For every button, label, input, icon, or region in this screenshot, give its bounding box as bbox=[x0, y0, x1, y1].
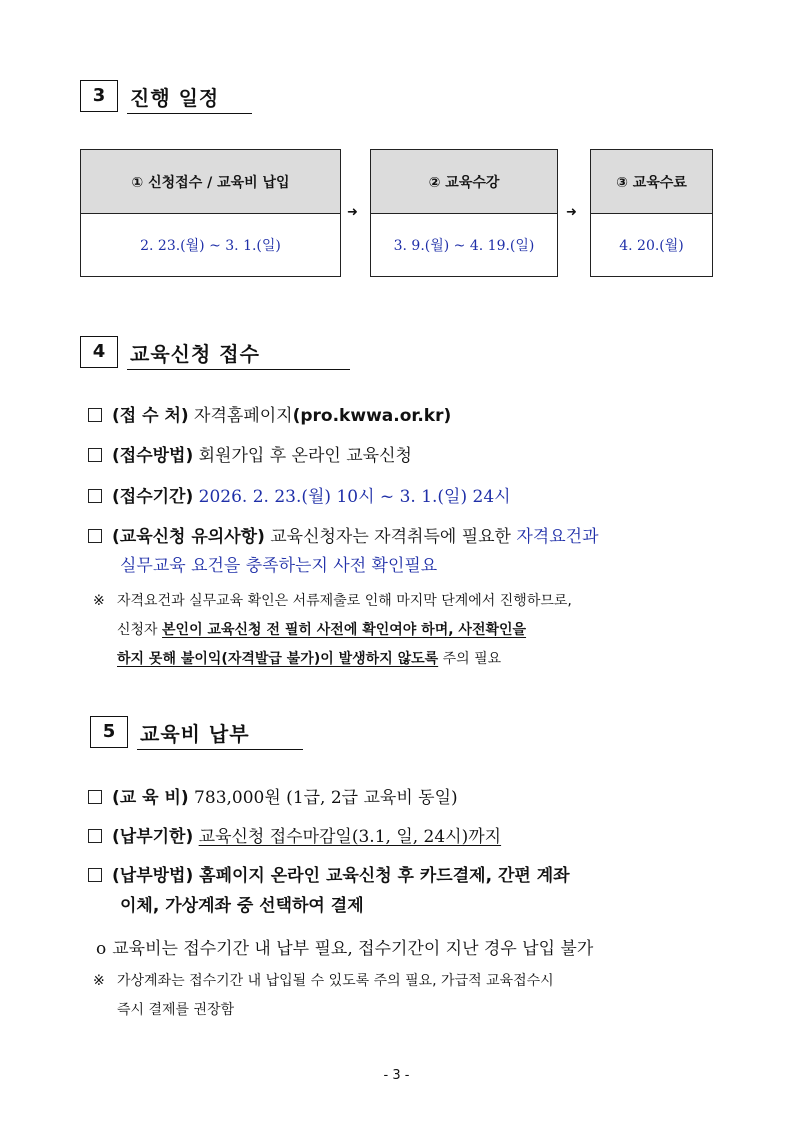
fee-amount: (교 육 비) 783,000원 (1급, 2급 교육비 동일) bbox=[88, 783, 458, 808]
schedule-step-3 bbox=[590, 149, 713, 277]
step-heading: ① 신청접수 / 교육비 납입 bbox=[81, 150, 340, 214]
arrow-icon: ➜ bbox=[347, 205, 358, 220]
section-title: 교육신청 접수 bbox=[130, 342, 260, 366]
step-date: 2. 23.(월) ~ 3. 1.(일) bbox=[140, 238, 281, 254]
schedule-step-1 bbox=[80, 149, 341, 277]
step-date: 4. 20.(월) bbox=[619, 238, 684, 254]
apply-note: ※ 자격요건과 실무교육 확인은 서류제출로 인해 마지막 단계에서 진행하므로, bbox=[93, 593, 572, 609]
fee-o-line: o 교육비는 접수기간 내 납부 필요, 접수기간이 지난 경우 납입 불가 bbox=[96, 939, 594, 959]
title-underline bbox=[127, 369, 350, 370]
apply-caution-cont: 실무교육 요건을 충족하는지 사전 확인필요 bbox=[120, 556, 438, 576]
page-number: - 3 - bbox=[383, 1068, 410, 1083]
apply-method: (접수방법) 회원가입 후 온라인 교육신청 bbox=[88, 441, 412, 466]
checkbox-icon bbox=[88, 529, 102, 543]
checkbox-icon bbox=[88, 868, 102, 882]
arrow-icon: ➜ bbox=[566, 205, 577, 220]
checkbox-icon bbox=[88, 790, 102, 804]
title-underline bbox=[137, 749, 303, 750]
section-title: 교육비 납부 bbox=[140, 722, 250, 746]
step-date: 3. 9.(월) ~ 4. 19.(일) bbox=[393, 238, 535, 254]
checkbox-icon bbox=[88, 448, 102, 462]
title-underline bbox=[127, 113, 252, 114]
schedule-step-2 bbox=[370, 149, 558, 277]
fee-note: ※ 가상계좌는 접수기간 내 납입될 수 있도록 주의 필요, 가급적 교육접수시 bbox=[93, 973, 554, 989]
checkbox-icon bbox=[88, 489, 102, 503]
apply-note-line2: 신청자 본인이 교육신청 전 필히 사전에 확인여야 하며, 사전확인을 bbox=[117, 622, 527, 638]
apply-place: (접 수 처) 자격홈페이지(pro.kwwa.or.kr) bbox=[88, 401, 451, 426]
section-title: 진행 일정 bbox=[130, 86, 220, 110]
section-number: 3 bbox=[80, 80, 118, 112]
fee-pay: (납부방법) 홈페이지 온라인 교육신청 후 카드결제, 간편 계좌 bbox=[88, 861, 570, 886]
section-number: 5 bbox=[90, 716, 128, 748]
apply-caution: (교육신청 유의사항) 교육신청자는 자격취득에 필요한 자격요건과 bbox=[88, 522, 599, 547]
checkbox-icon bbox=[88, 408, 102, 422]
checkbox-icon bbox=[88, 829, 102, 843]
fee-deadline: (납부기한) 교육신청 접수마감일(3.1, 일, 24시)까지 bbox=[88, 822, 501, 847]
step-heading: ③ 교육수료 bbox=[591, 150, 712, 214]
section-number: 4 bbox=[80, 336, 118, 368]
apply-period: (접수기간) 2026. 2. 23.(월) 10시 ~ 3. 1.(일) 24시 bbox=[88, 482, 511, 507]
apply-note-line3: 하지 못해 불이익(자격발급 불가)이 발생하지 않도록 주의 필요 bbox=[117, 651, 502, 667]
fee-pay-cont: 이체, 가상계좌 중 선택하여 결제 bbox=[120, 896, 364, 916]
fee-note-line2: 즉시 결제를 권장함 bbox=[117, 1002, 235, 1018]
step-heading: ② 교육수강 bbox=[371, 150, 557, 214]
